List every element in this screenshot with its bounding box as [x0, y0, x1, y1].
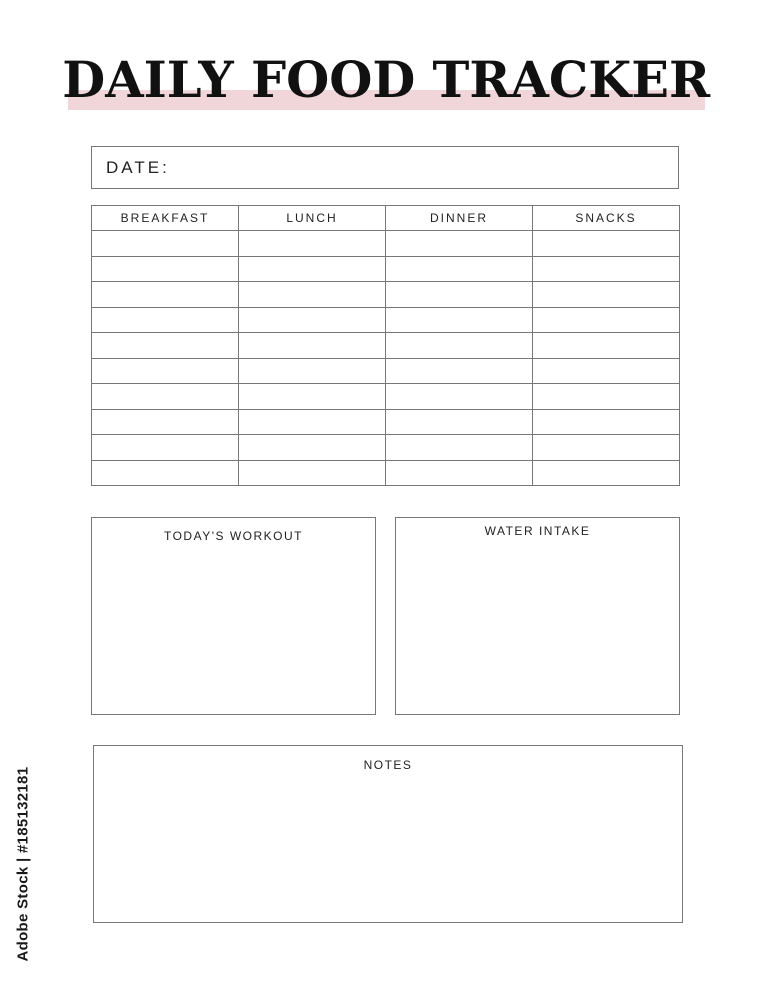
- date-field[interactable]: [91, 146, 679, 189]
- entry-cell-snacks[interactable]: [533, 307, 680, 333]
- entry-cell-breakfast[interactable]: [92, 307, 239, 333]
- entry-cell-breakfast[interactable]: [92, 256, 239, 282]
- entry-cell-lunch[interactable]: [239, 409, 386, 435]
- entry-cell-dinner[interactable]: [386, 460, 533, 486]
- workout-label: TODAY'S WORKOUT: [163, 529, 304, 543]
- table-row: [92, 231, 680, 257]
- entry-cell-dinner[interactable]: [386, 358, 533, 384]
- column-header-snacks: SNACKS: [533, 206, 680, 231]
- entry-cell-lunch[interactable]: [239, 231, 386, 257]
- column-header-dinner: DINNER: [386, 206, 533, 231]
- entry-cell-dinner[interactable]: [386, 231, 533, 257]
- entry-cell-dinner[interactable]: [386, 333, 533, 359]
- table-row: [92, 435, 680, 461]
- entry-cell-lunch[interactable]: [239, 307, 386, 333]
- entry-cell-dinner[interactable]: [386, 282, 533, 308]
- entry-cell-lunch[interactable]: [239, 333, 386, 359]
- notes-label: NOTES: [363, 758, 413, 772]
- table-row: [92, 282, 680, 308]
- table-row: [92, 409, 680, 435]
- entry-cell-lunch[interactable]: [239, 358, 386, 384]
- entry-cell-breakfast[interactable]: [92, 333, 239, 359]
- notes-box[interactable]: [93, 745, 683, 923]
- entry-cell-dinner[interactable]: [386, 307, 533, 333]
- table-row: [92, 384, 680, 410]
- column-header-lunch: LUNCH: [239, 206, 386, 231]
- entry-cell-breakfast[interactable]: [92, 282, 239, 308]
- meal-table: [91, 205, 680, 486]
- entry-cell-snacks[interactable]: [533, 358, 680, 384]
- table-row: [92, 307, 680, 333]
- date-label: DATE:: [106, 158, 170, 177]
- table-row: [92, 256, 680, 282]
- stock-watermark: [8, 760, 38, 980]
- entry-cell-breakfast[interactable]: [92, 358, 239, 384]
- entry-cell-breakfast[interactable]: [92, 231, 239, 257]
- entry-cell-lunch[interactable]: [239, 460, 386, 486]
- workout-box[interactable]: [91, 517, 376, 715]
- entry-cell-breakfast[interactable]: [92, 460, 239, 486]
- entry-cell-dinner[interactable]: [386, 384, 533, 410]
- title-area: [0, 48, 773, 118]
- entry-cell-snacks[interactable]: [533, 409, 680, 435]
- meal-table-header: [92, 206, 680, 231]
- water-intake-label: WATER INTAKE: [484, 524, 591, 538]
- entry-cell-dinner[interactable]: [386, 256, 533, 282]
- entry-cell-snacks[interactable]: [533, 435, 680, 461]
- entry-cell-lunch[interactable]: [239, 282, 386, 308]
- entry-cell-snacks[interactable]: [533, 460, 680, 486]
- table-row: [92, 460, 680, 486]
- entry-cell-breakfast[interactable]: [92, 409, 239, 435]
- column-header-breakfast: BREAKFAST: [92, 206, 239, 231]
- entry-cell-snacks[interactable]: [533, 282, 680, 308]
- table-row: [92, 358, 680, 384]
- stock-watermark-text: Adobe Stock | #185132181: [14, 766, 32, 962]
- entry-cell-breakfast[interactable]: [92, 384, 239, 410]
- entry-cell-dinner[interactable]: [386, 409, 533, 435]
- entry-cell-snacks[interactable]: [533, 333, 680, 359]
- entry-cell-dinner[interactable]: [386, 435, 533, 461]
- entry-cell-snacks[interactable]: [533, 256, 680, 282]
- entry-cell-breakfast[interactable]: [92, 435, 239, 461]
- page-title: DAILY FOOD TRACKER: [62, 50, 711, 109]
- table-row: [92, 333, 680, 359]
- water-intake-box[interactable]: [395, 517, 680, 715]
- entry-cell-snacks[interactable]: [533, 384, 680, 410]
- entry-cell-lunch[interactable]: [239, 435, 386, 461]
- entry-cell-lunch[interactable]: [239, 384, 386, 410]
- entry-cell-lunch[interactable]: [239, 256, 386, 282]
- entry-cell-snacks[interactable]: [533, 231, 680, 257]
